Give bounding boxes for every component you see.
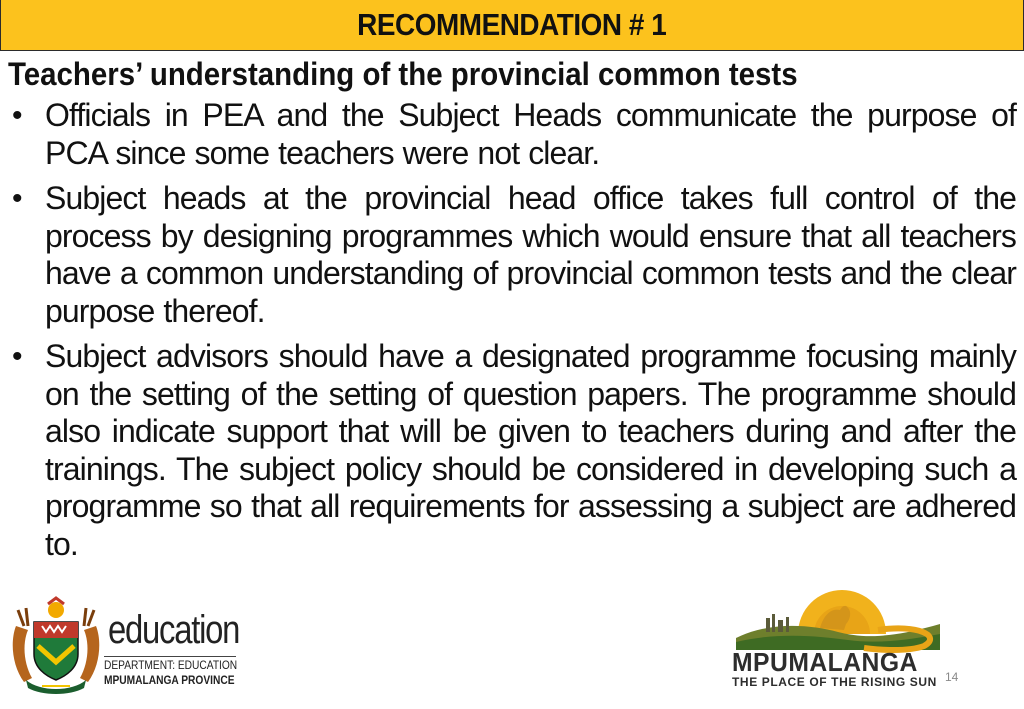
- bullet-text: Subject heads at the provincial head office takes full control of the process by designing programmes which would ensure that all teachers have a common understanding of provincial common tests and the clear purpose thereof.: [45, 180, 1016, 329]
- rising-sun-icon: [728, 584, 948, 654]
- mpumalanga-wordmark: MPUMALANGA: [732, 647, 918, 677]
- mpumalanga-tagline: THE PLACE OF THE RISING SUN: [732, 675, 937, 689]
- bullet-icon: •: [12, 182, 22, 215]
- bullet-icon: •: [12, 340, 22, 373]
- education-department-logo: [8, 596, 248, 696]
- education-wordmark: education: [108, 608, 240, 652]
- bullet-item: [8, 97, 1016, 172]
- coat-of-arms-icon: [8, 596, 104, 696]
- section-heading: Teachers’ understanding of the provincial common tests: [8, 56, 798, 92]
- slide-content: [8, 55, 1016, 563]
- title-bar: [0, 0, 1024, 51]
- bullet-list: [8, 97, 1016, 563]
- bullet-text: Subject advisors should have a designated programme focusing mainly on the setting of the setting of question papers. The programme should also indicate support that will be given to teachers during and after the trainings. The subject policy should be considered in developing such a programme so that all requirements for assessing a subject are adhered to.: [45, 338, 1016, 562]
- mpumalanga-logo: [728, 584, 968, 694]
- bullet-item: [8, 180, 1016, 330]
- divider: [104, 656, 236, 657]
- slide-title: RECOMMENDATION # 1: [357, 7, 667, 42]
- bullet-text: Officials in PEA and the Subject Heads communicate the purpose of PCA since some teachers were not clear.: [45, 97, 1016, 171]
- bullet-icon: •: [12, 99, 22, 132]
- page-number: 14: [945, 670, 959, 684]
- province-label: MPUMALANGA PROVINCE: [104, 673, 235, 687]
- department-label: DEPARTMENT: EDUCATION: [104, 658, 238, 672]
- bullet-item: [8, 338, 1016, 563]
